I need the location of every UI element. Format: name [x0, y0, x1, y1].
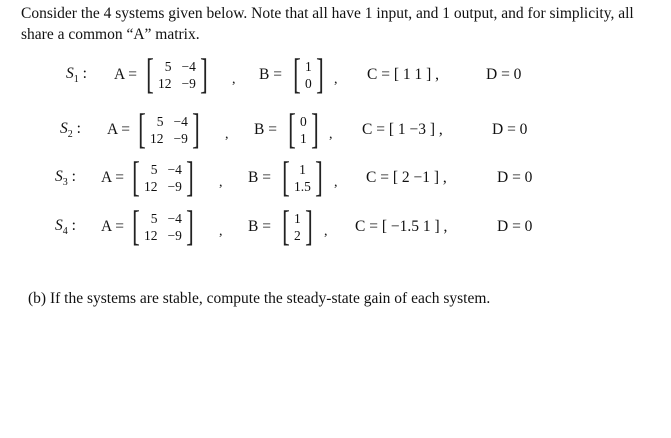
system-label: $S_1$ : [66, 64, 87, 86]
d-value: D = 0 [492, 121, 528, 138]
d-value: D = 0 [497, 218, 533, 235]
b-matrix: [ 1 1.5 ] [282, 155, 323, 201]
system-row: $S_1$ : A = [ 5 −4 12 −9 ] , B = [ 1 0 ] , C = [ 1 1 ] , D = 0 [66, 52, 522, 98]
d-value: D = 0 [497, 169, 533, 186]
b-label: B = [248, 218, 271, 235]
a-matrix: [ 5 −4 12 −9 ] [132, 155, 194, 201]
b-label: B = [248, 169, 271, 186]
problem-intro: Consider the 4 systems given below. Note that all have 1 input, and 1 output, and for simplicity, all share a common “A” matrix. [21, 5, 634, 43]
c-matrix: C = [ 1 1 ] , [367, 66, 440, 83]
b-matrix: [ 0 1 ] [288, 107, 319, 153]
system-row: $S_4$ : A = [ 5 −4 12 −9 ] , B = [ 1 2 ] , C = [ −1.5 1 ] , D = 0 [55, 204, 533, 250]
a-matrix: [ 5 −4 12 −9 ] [132, 204, 194, 250]
c-matrix: C = [ −1.5 1 ] , [355, 218, 448, 235]
d-value: D = 0 [486, 66, 522, 83]
system-row: $S_3$ : A = [ 5 −4 12 −9 ] , B = [ 1 1.5 ] , C = [ 2 −1 ] , D = 0 [55, 155, 533, 201]
b-matrix: [ 1 0 ] [293, 52, 324, 98]
system-label: $S_4$ : [55, 216, 76, 238]
a-label: A = [107, 121, 130, 138]
a-label: A = [114, 66, 137, 83]
b-matrix: [ 1 2 ] [282, 204, 313, 250]
a-matrix: [ 5 −4 12 −9 ] [146, 52, 208, 98]
system-label: $S_2$ : [60, 119, 81, 141]
a-matrix: [ 5 −4 12 −9 ] [138, 107, 200, 153]
part-b-question: (b) If the systems are stable, compute the steady-state gain of each system. [28, 290, 491, 307]
b-label: B = [254, 121, 277, 138]
a-label: A = [101, 218, 124, 235]
c-matrix: C = [ 1 −3 ] , [362, 121, 443, 138]
a-label: A = [101, 169, 124, 186]
b-label: B = [259, 66, 282, 83]
system-label: $S_3$ : [55, 167, 76, 189]
c-matrix: C = [ 2 −1 ] , [366, 169, 447, 186]
system-row: $S_2$ : A = [ 5 −4 12 −9 ] , B = [ 0 1 ] , C = [ 1 −3 ] , D = 0 [60, 107, 528, 153]
